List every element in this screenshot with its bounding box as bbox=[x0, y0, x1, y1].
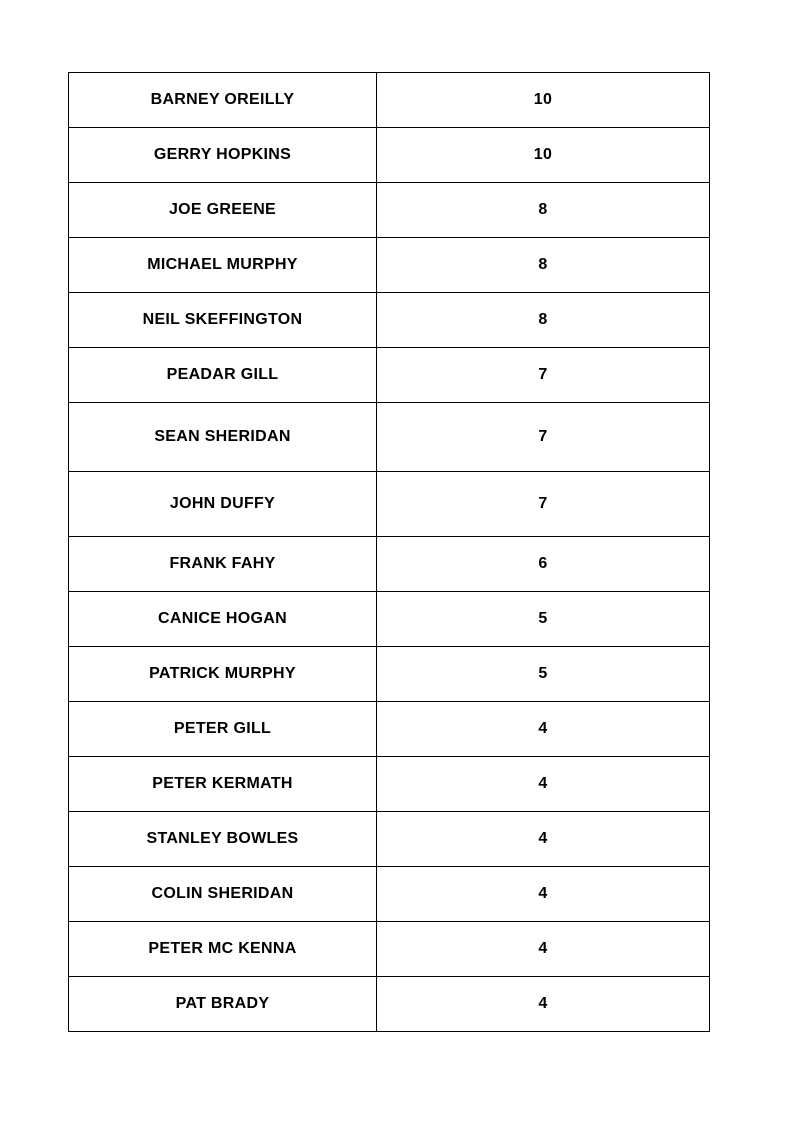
table-row bbox=[69, 647, 710, 702]
player-name-cell: PATRICK MURPHY bbox=[69, 647, 377, 702]
table-row bbox=[69, 238, 710, 293]
player-name-cell: PAT BRADY bbox=[69, 977, 377, 1032]
player-value-cell: 5 bbox=[377, 647, 710, 702]
table-row bbox=[69, 922, 710, 977]
player-value-cell: 4 bbox=[377, 702, 710, 757]
player-value-cell: 4 bbox=[377, 867, 710, 922]
table-row bbox=[69, 403, 710, 472]
player-name-cell: STANLEY BOWLES bbox=[69, 812, 377, 867]
player-value-cell: 8 bbox=[377, 293, 710, 348]
player-value-cell: 7 bbox=[377, 403, 710, 472]
table-row bbox=[69, 128, 710, 183]
table-row bbox=[69, 537, 710, 592]
table-row bbox=[69, 73, 710, 128]
player-name-cell: PETER GILL bbox=[69, 702, 377, 757]
table-row bbox=[69, 183, 710, 238]
player-name-cell: PETER KERMATH bbox=[69, 757, 377, 812]
table-row bbox=[69, 472, 710, 537]
player-value-cell: 8 bbox=[377, 238, 710, 293]
player-value-cell: 4 bbox=[377, 977, 710, 1032]
player-name-cell: SEAN SHERIDAN bbox=[69, 403, 377, 472]
player-value-cell: 4 bbox=[377, 757, 710, 812]
player-name-cell: CANICE HOGAN bbox=[69, 592, 377, 647]
player-name-cell: FRANK FAHY bbox=[69, 537, 377, 592]
player-value-cell: 4 bbox=[377, 922, 710, 977]
player-name-cell: MICHAEL MURPHY bbox=[69, 238, 377, 293]
player-value-cell: 8 bbox=[377, 183, 710, 238]
player-name-cell: JOHN DUFFY bbox=[69, 472, 377, 537]
table-row bbox=[69, 702, 710, 757]
table-row bbox=[69, 867, 710, 922]
score-table bbox=[68, 72, 710, 1032]
player-value-cell: 7 bbox=[377, 472, 710, 537]
player-name-cell: PEADAR GILL bbox=[69, 348, 377, 403]
table-row bbox=[69, 293, 710, 348]
player-name-cell: GERRY HOPKINS bbox=[69, 128, 377, 183]
table-row bbox=[69, 977, 710, 1032]
table-row bbox=[69, 348, 710, 403]
player-value-cell: 10 bbox=[377, 128, 710, 183]
table-row bbox=[69, 592, 710, 647]
player-value-cell: 7 bbox=[377, 348, 710, 403]
player-name-cell: JOE GREENE bbox=[69, 183, 377, 238]
table-row bbox=[69, 757, 710, 812]
player-value-cell: 6 bbox=[377, 537, 710, 592]
table-row bbox=[69, 812, 710, 867]
player-value-cell: 5 bbox=[377, 592, 710, 647]
player-name-cell: NEIL SKEFFINGTON bbox=[69, 293, 377, 348]
player-value-cell: 4 bbox=[377, 812, 710, 867]
player-name-cell: BARNEY OREILLY bbox=[69, 73, 377, 128]
player-name-cell: PETER MC KENNA bbox=[69, 922, 377, 977]
player-name-cell: COLIN SHERIDAN bbox=[69, 867, 377, 922]
score-table-body bbox=[69, 73, 710, 1032]
player-value-cell: 10 bbox=[377, 73, 710, 128]
